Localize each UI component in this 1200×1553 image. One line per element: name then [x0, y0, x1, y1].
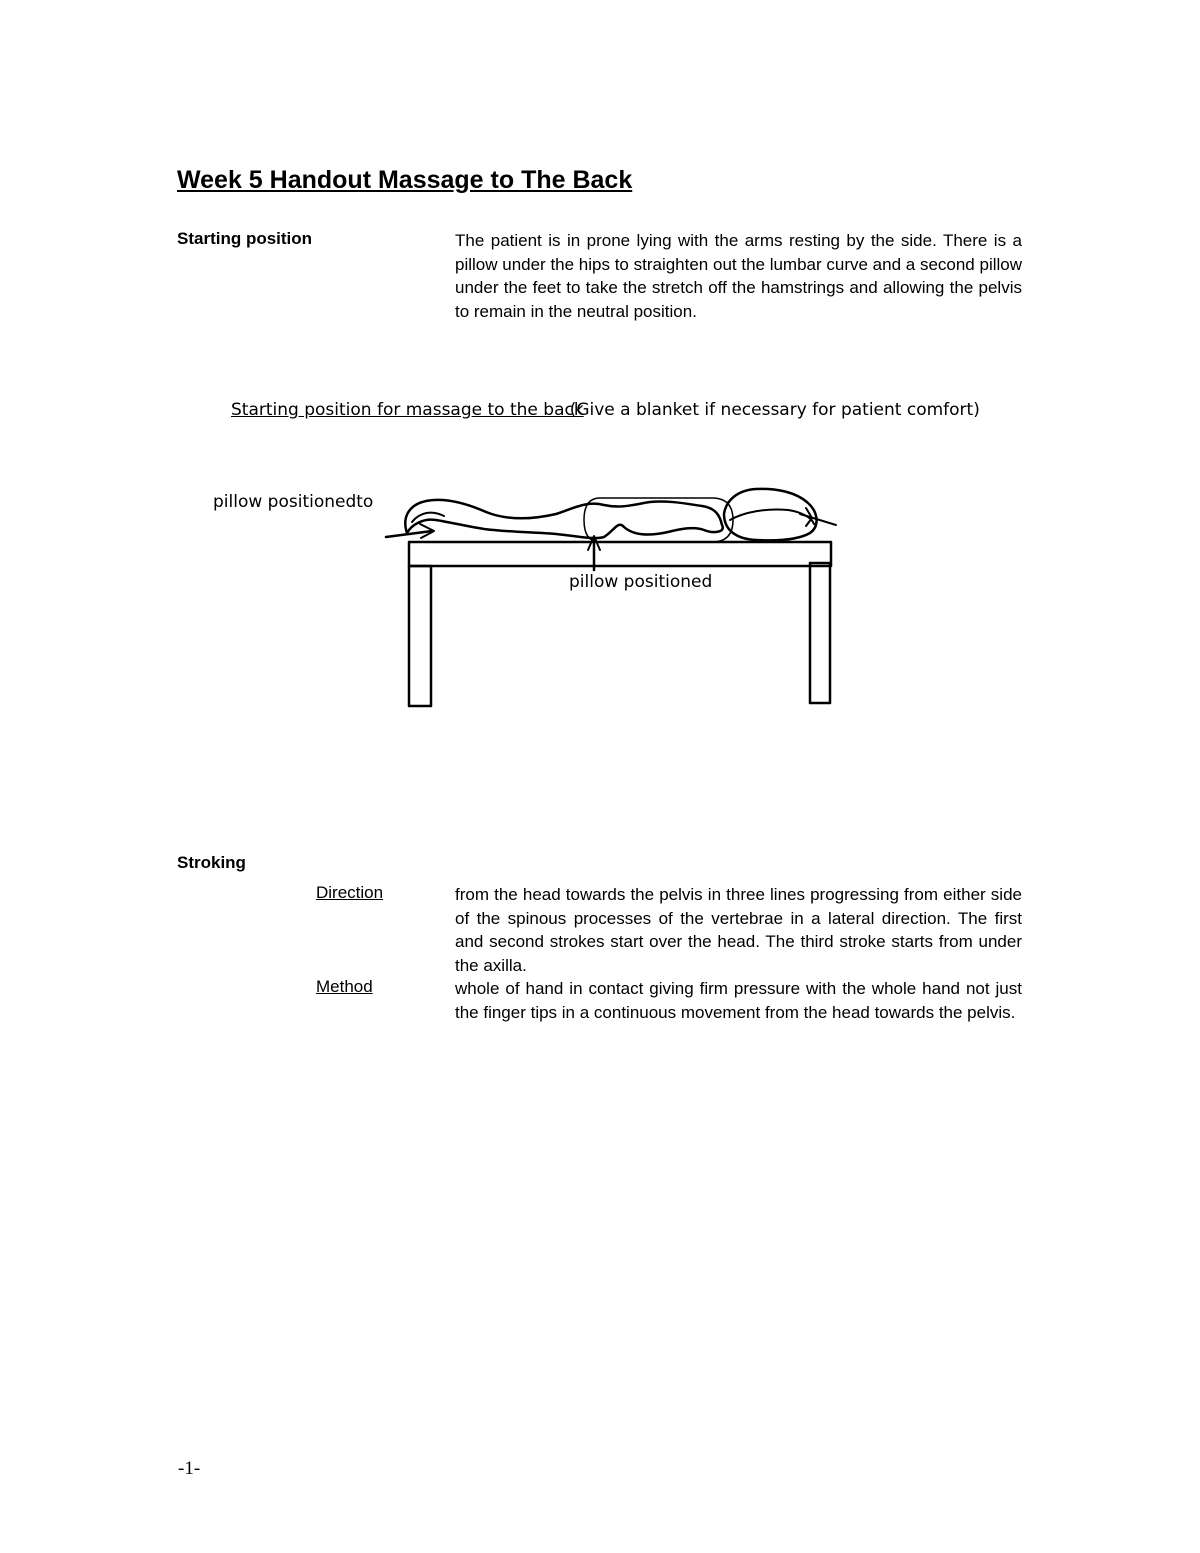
- table-top: [409, 542, 831, 566]
- table-leg-left: [409, 566, 431, 706]
- table-leg-right: [810, 563, 830, 703]
- method-text: whole of hand in contact giving firm pressure with the whole hand not just the finger tips in a continuous movement from the head towards the pelvis.: [455, 979, 1022, 1022]
- figure-caption-title: Starting position for massage to the back: [231, 400, 584, 420]
- direction-label: Direction: [316, 883, 384, 902]
- hip-pillow-label: pillow positioned: [569, 572, 713, 592]
- patient-arm: [730, 509, 814, 524]
- method-label: Method: [316, 977, 373, 996]
- head-arrow: [800, 514, 836, 525]
- patient-body: [405, 500, 722, 538]
- figure-caption-note: (Give a blanket if necessary for patient comfort): [569, 400, 980, 420]
- starting-position-label: Starting position: [177, 229, 313, 248]
- direction-text: from the head towards the pelvis in three lines progressing from either side of the spinous processes of the vertebrae in a lateral direction. The first and second strokes start over the head. The third stroke starts from under the axilla.: [455, 885, 1022, 975]
- starting-position-text: The patient is in prone lying with the arms resting by the side. There is a pillow under the hips to straighten out the lumbar curve and a second pillow under the feet to take the stretch off the hamstrings and allowing the pelvis to remain in the neutral position.: [455, 231, 1023, 321]
- feet-pillow-label: pillow positionedto: [213, 492, 374, 512]
- page-number: -1-: [178, 1458, 201, 1479]
- page-title: Week 5 Handout Massage to The Back: [177, 166, 633, 194]
- stroking-heading: Stroking: [177, 853, 246, 872]
